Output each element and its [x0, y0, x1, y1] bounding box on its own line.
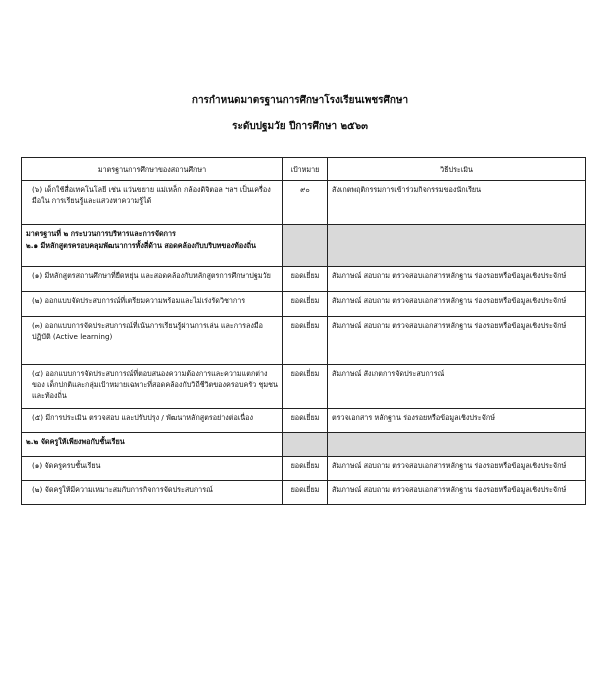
section-header-row	[22, 225, 586, 267]
row-target: ๙๐	[283, 181, 328, 225]
row-text: (๑) มีหลักสูตรสถานศึกษาที่ยืดหยุ่น และสอดคล้องกับหลักสูตรการศึกษาปฐมวัย	[22, 267, 283, 292]
table-row	[22, 481, 586, 505]
standards-table	[21, 157, 586, 505]
table-row	[22, 365, 586, 409]
row-method: สัมภาษณ์ สอบถาม ตรวจสอบเอกสารหลักฐาน ร่องรอยหรือข้อมูลเชิงประจักษ์	[328, 292, 586, 317]
table-row	[22, 409, 586, 433]
section-gray-cell	[283, 225, 328, 267]
table-row	[22, 317, 586, 365]
row-method: สังเกตพฤติกรรมการเข้าร่วมกิจกรรมของนักเรียน	[328, 181, 586, 225]
row-method: สัมภาษณ์ สอบถาม ตรวจสอบเอกสารหลักฐาน ร่องรอยหรือข้อมูลเชิงประจักษ์	[328, 481, 586, 505]
row-method: ตรวจเอกสาร หลักฐาน ร่องรอยหรือข้อมูลเชิงประจักษ์	[328, 409, 586, 433]
row-target: ยอดเยี่ยม	[283, 457, 328, 481]
row-method: สัมภาษณ์ สอบถาม ตรวจสอบเอกสารหลักฐาน ร่องรอยหรือข้อมูลเชิงประจักษ์	[328, 457, 586, 481]
table-header-row	[22, 158, 586, 181]
row-target: ยอดเยี่ยม	[283, 365, 328, 409]
document-title: การกำหนดมาตรฐานการศึกษาโรงเรียนเพชรศึกษา	[191, 95, 409, 106]
row-method: สัมภาษณ์ สอบถาม ตรวจสอบเอกสารหลักฐาน ร่องรอยหรือข้อมูลเชิงประจักษ์	[328, 317, 586, 365]
row-target: ยอดเยี่ยม	[283, 317, 328, 365]
section-gray-cell	[283, 433, 328, 457]
row-text: (๖) เด็กใช้สื่อเทคโนโลยี เช่น แว่นขยาย แม่เหล็ก กล้องดิจิตอล ฯลฯ เป็นเครื่องมือใน การเรียนรู้และแสวงหาความรู้ได้	[22, 181, 283, 225]
header-standard: มาตรฐานการศึกษาของสถานศึกษา	[22, 158, 283, 181]
row-method: สัมภาษณ์ สอบถาม ตรวจสอบเอกสารหลักฐาน ร่องรอยหรือข้อมูลเชิงประจักษ์	[328, 267, 586, 292]
row-text: (๒) ออกแบบจัดประสบการณ์ที่เตรียมความพร้อมและไม่เร่งรัดวิชาการ	[22, 292, 283, 317]
header-target: เป้าหมาย	[283, 158, 328, 181]
section-gray-cell	[328, 225, 586, 267]
header-method: วิธีประเมิน	[328, 158, 586, 181]
table-row	[22, 457, 586, 481]
section-gray-cell	[328, 433, 586, 457]
table-row	[22, 267, 586, 292]
row-text: (๔) ออกแบบการจัดประสบการณ์ที่ตอบสนองความต้องการและความแตกต่างของ เด็กปกติและกลุ่มเป้าหมายเฉพาะที่สอดคล้องกับวิถีชีวิตของครอบครัว ชุมชนและท้องถิ่น	[22, 365, 283, 409]
row-text: (๑) จัดครูครบชั้นเรียน	[22, 457, 283, 481]
row-text: (๕) มีการประเมิน ตรวจสอบ และปรับปรุง / พัฒนาหลักสูตรอย่างต่อเนื่อง	[22, 409, 283, 433]
row-target: ยอดเยี่ยม	[283, 292, 328, 317]
row-text: (๓) ออกแบบการจัดประสบการณ์ที่เน้นการเรียนรู้ผ่านการเล่น และการลงมือปฏิบัติ (Active learning)	[22, 317, 283, 365]
row-target: ยอดเยี่ยม	[283, 267, 328, 292]
section-subtitle: ๒.๑ มีหลักสูตรครอบคลุมพัฒนาการทั้งสี่ด้าน สอดคล้องกับบริบทของท้องถิ่น	[26, 241, 256, 250]
section-header-row	[22, 433, 586, 457]
row-method: สัมภาษณ์ สังเกตการจัดประสบการณ์	[328, 365, 586, 409]
section-title: ๒.๒ จัดครูให้เพียงพอกับชั้นเรียน	[22, 433, 283, 457]
row-text: (๒) จัดครูให้มีความเหมาะสมกับการกิจการจัดประสบการณ์	[22, 481, 283, 505]
section-title: มาตรฐานที่ ๒ กระบวนการบริหารและการจัดการ	[26, 229, 176, 238]
table-row	[22, 292, 586, 317]
table-row	[22, 181, 586, 225]
section-heading	[22, 225, 283, 267]
row-target: ยอดเยี่ยม	[283, 409, 328, 433]
row-target: ยอดเยี่ยม	[283, 481, 328, 505]
document-subtitle: ระดับปฐมวัย ปีการศึกษา ๒๕๖๓	[232, 121, 368, 132]
